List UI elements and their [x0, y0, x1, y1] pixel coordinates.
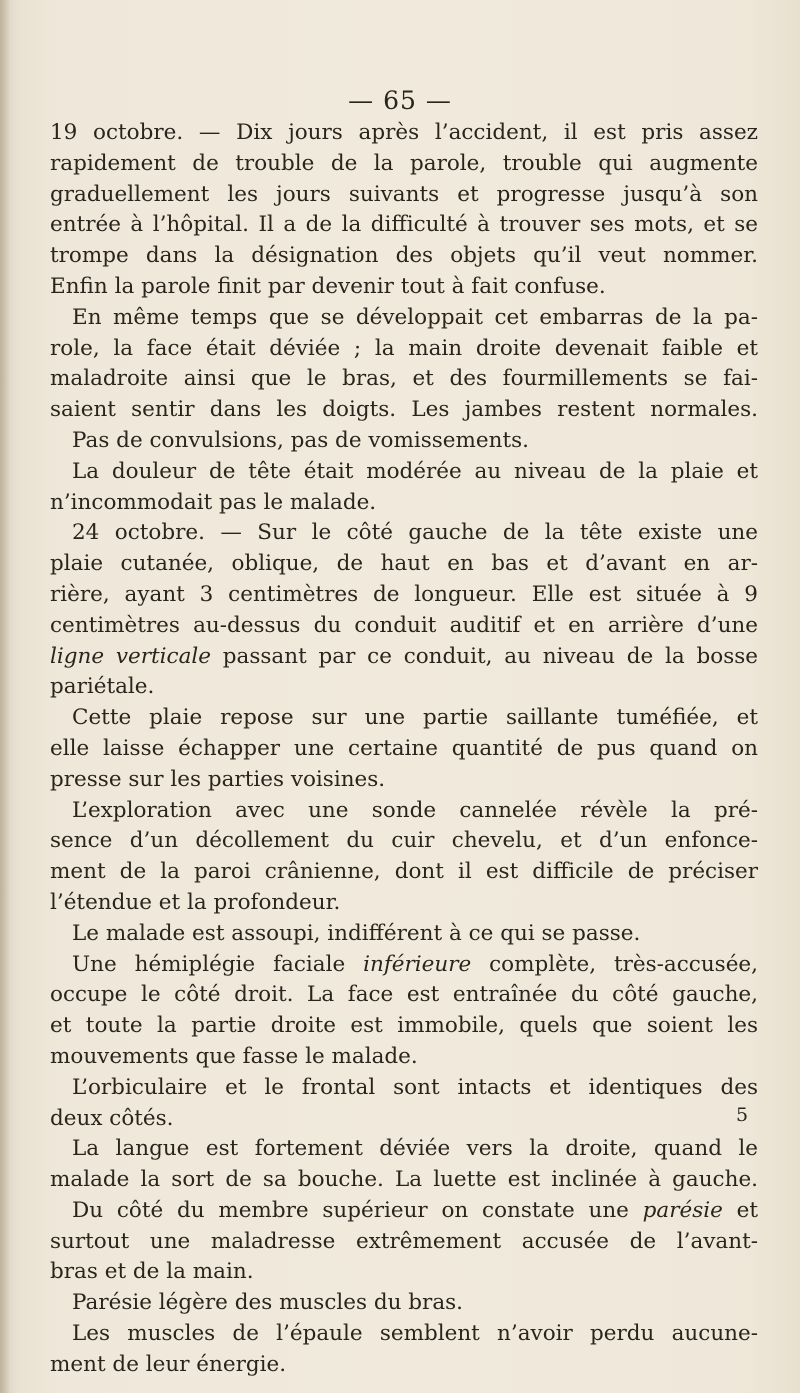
text-line: La douleur de tête était modérée au niveau de la plaie et [72, 458, 758, 484]
text-line: mouvements que fasse le malade. [50, 1043, 418, 1069]
text-line: Parésie légère des muscles du bras. [72, 1290, 464, 1316]
text-line: pariétale. [50, 674, 155, 700]
text-line: trompe dans la désignation des objets qu’il veut nommer. [50, 243, 758, 269]
text-line: 19 octobre. — Dix jours après l’accident, il est pris assez [50, 120, 758, 145]
text-line: rière, ayant 3 centimètres de longueur. Elle est située à 9 [50, 581, 758, 607]
text-line: saient sentir dans les doigts. Les jambes restent normales. [50, 397, 758, 423]
signature-mark: 5 [736, 1104, 749, 1126]
text-line: 24 octobre. — Sur le côté gauche de la tête existe une [72, 520, 758, 546]
text-line: maladroite ainsi que le bras, et des fourmillements se fai- [50, 366, 758, 392]
text-line: elle laisse échapper une certaine quantité de pus quand on [50, 735, 758, 761]
text-line: entrée à l’hôpital. Il a de la difficulté à trouver ses mots, et se [50, 212, 758, 238]
text-line: Du côté du membre supérieur on constate une parésie et [72, 1197, 758, 1223]
text-line: En même temps que se développait cet embarras de la pa- [72, 304, 758, 330]
text-line: Les muscles de l’épaule semblent n’avoir perdu aucune- [72, 1321, 758, 1347]
text-line: presse sur les parties voisines. [50, 766, 386, 792]
text-line: graduellement les jours suivants et progresse jusqu’à son [50, 181, 758, 207]
text-line: sence d’un décollement du cuir chevelu, et d’un enfonce- [50, 828, 758, 854]
text-line: Le malade est assoupi, indifférent à ce qui se passe. [72, 920, 641, 946]
text-line: plaie cutanée, oblique, de haut en bas et d’avant en ar- [50, 551, 758, 577]
text-line: deux côtés. [50, 1105, 174, 1131]
text-line: ligne verticale passant par ce conduit, au niveau de la bosse [50, 643, 759, 669]
text-line: centimètres au-dessus du conduit auditif et en arrière d’une [50, 612, 758, 638]
page-binding-shadow [0, 0, 10, 1393]
text-line: malade la sort de sa bouche. La luette est inclinée à gauche. [50, 1167, 758, 1193]
text-line: ment de leur énergie. [50, 1351, 287, 1377]
text-line: rapidement de trouble de la parole, trouble qui augmente [50, 150, 758, 176]
text-line: L’orbiculaire et le frontal sont intacts et identiques des [72, 1074, 758, 1100]
text-line: et toute la partie droite est immobile, quels que soient les [50, 1013, 758, 1039]
text-line: ment de la paroi crânienne, dont il est difficile de préciser [50, 859, 758, 885]
text-line: Cette plaie repose sur une partie saillante tuméfiée, et [72, 705, 758, 731]
text-body [50, 118, 758, 1381]
text-line: Une hémiplégie faciale inférieure complète, très-accusée, [72, 951, 758, 977]
text-line: L’exploration avec une sonde cannelée révèle la pré- [72, 797, 758, 823]
text-line: bras et de la main. [50, 1259, 254, 1285]
text-line: Enfin la parole finit par devenir tout à fait confuse. [50, 273, 606, 299]
text-line: Pas de convulsions, pas de vomissements. [72, 427, 529, 453]
text-line: surtout une maladresse extrêmement accusée de l’avant- [50, 1228, 758, 1254]
text-line: La langue est fortement déviée vers la droite, quand le [72, 1136, 758, 1162]
text-line: l’étendue et la profondeur. [50, 889, 341, 915]
text-line: role, la face était déviée ; la main droite devenait faible et [50, 335, 758, 361]
text-line: n’incommodait pas le malade. [50, 489, 377, 515]
page-number-header: — 65 — [348, 86, 452, 115]
text-line: occupe le côté droit. La face est entraînée du côté gauche, [50, 982, 758, 1008]
